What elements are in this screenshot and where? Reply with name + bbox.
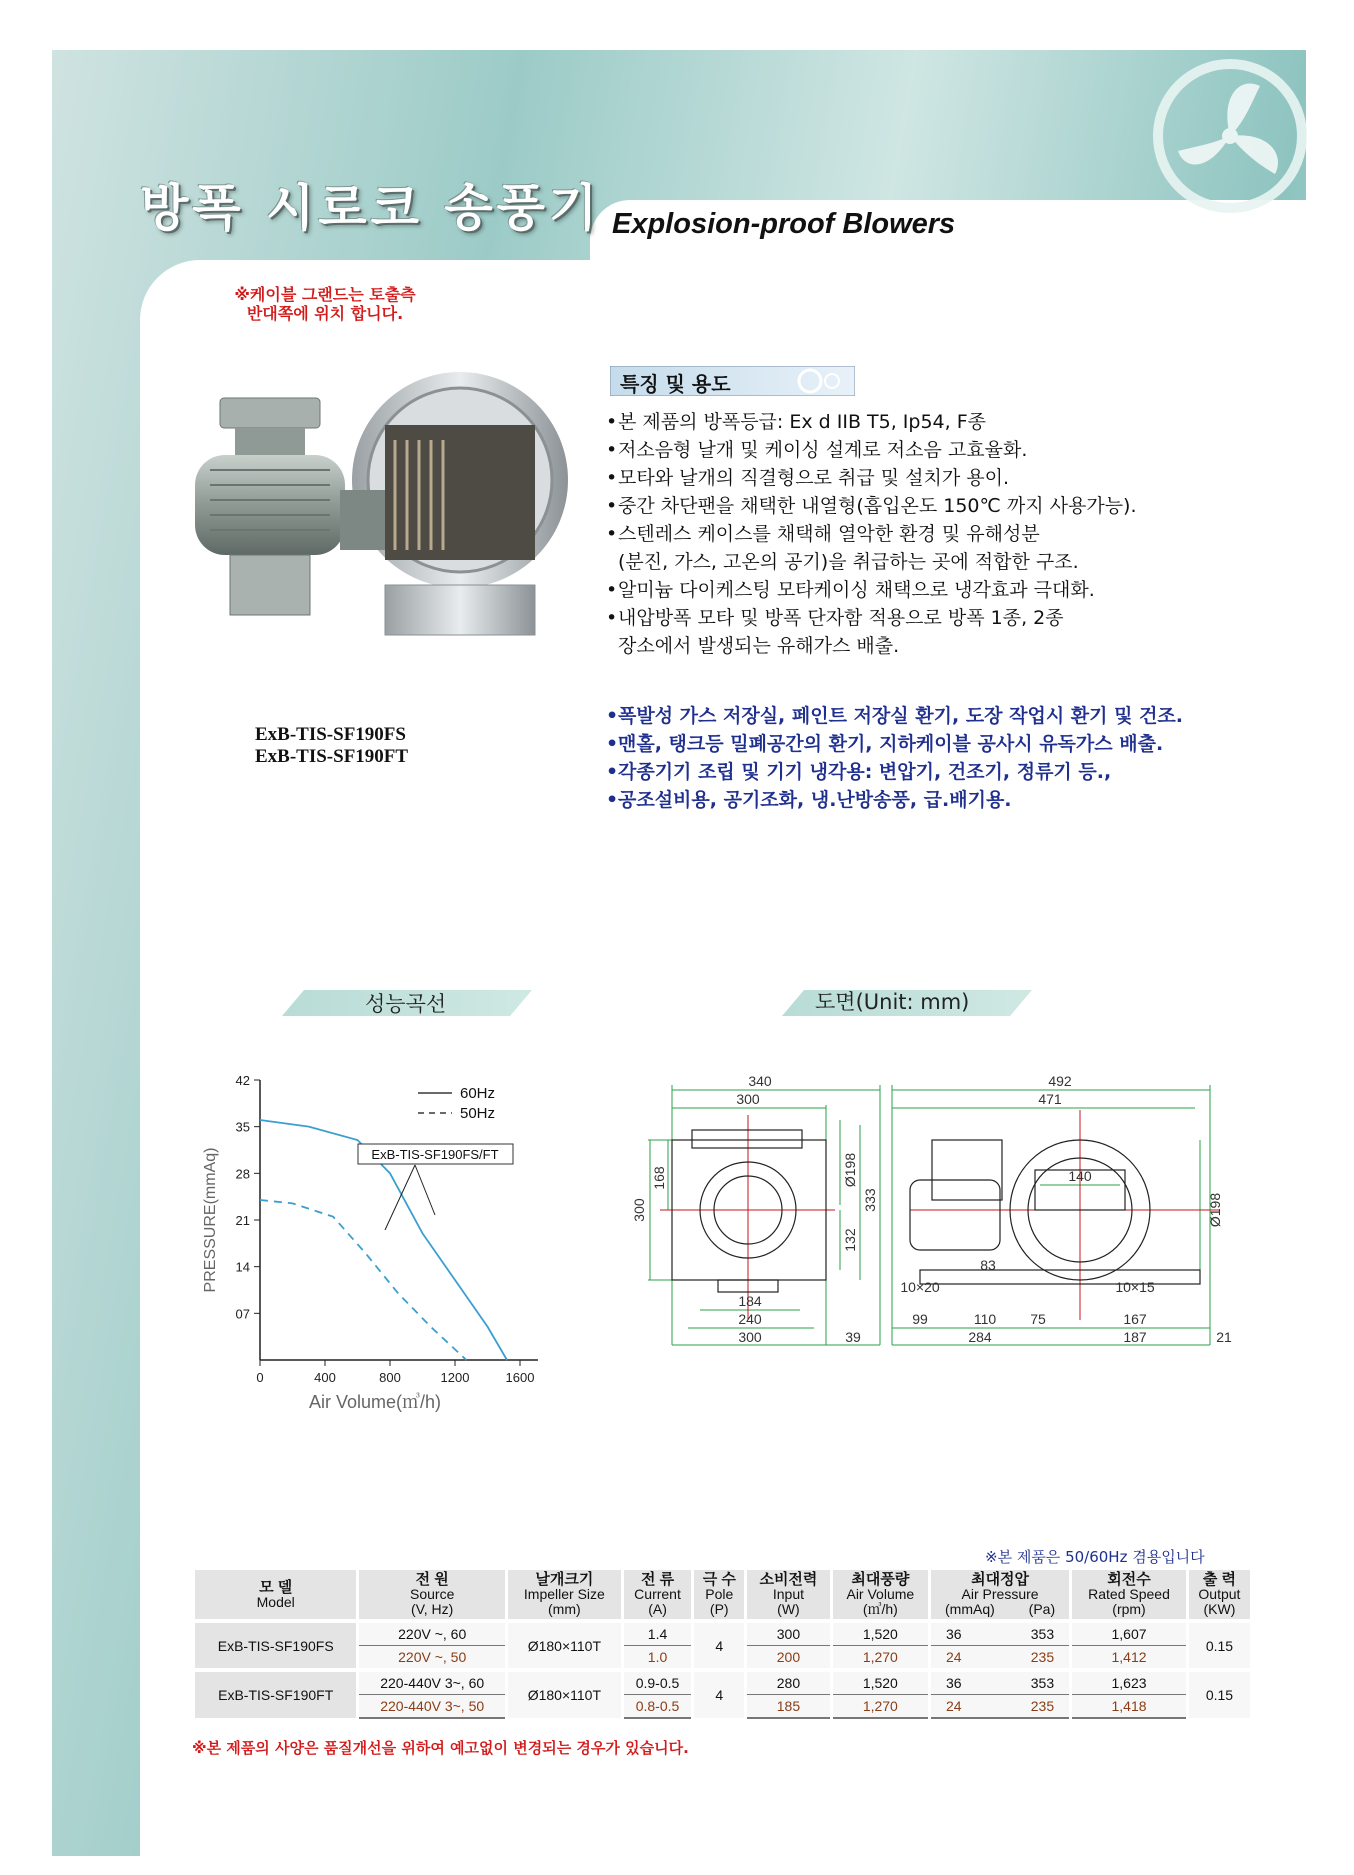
cell-pressure: 24 235 (930, 1646, 1071, 1671)
header-input: 소비전력 Input (W) (746, 1570, 832, 1621)
dim-front-168: 168 (651, 1166, 667, 1190)
usage-list (606, 702, 1183, 814)
model-names (255, 724, 408, 768)
header-model: 모 델 Model (194, 1570, 358, 1621)
cell-source: 220-440V 3~, 50 (358, 1695, 507, 1719)
cell-pressure: 36 353 (930, 1670, 1071, 1695)
feature-item: • 모타와 날개의 직결형으로 취급 및 설치가 용이. (606, 464, 1137, 492)
dim-side-284: 284 (968, 1329, 992, 1345)
disclaimer-note: ※본 제품의 사양은 품질개선을 위하여 예고없이 변경되는 경우가 있습니다. (192, 1739, 689, 1757)
header-volume: 최대풍량 Air Volume (㎥/h) (831, 1570, 929, 1621)
dim-front-300-top: 300 (736, 1091, 760, 1107)
usage-item: • 맨홀, 탱크등 밀폐공간의 환기, 지하케이블 공사시 유독가스 배출. (606, 730, 1183, 758)
cell-input: 185 (746, 1695, 832, 1719)
dim-front-132: 132 (842, 1228, 858, 1252)
cell-rpm: 1,412 (1071, 1646, 1188, 1671)
cell-input: 280 (746, 1670, 832, 1695)
cell-source: 220V ~, 60 (358, 1621, 507, 1646)
table-row (194, 1670, 1251, 1695)
usage-item: • 각종기기 조립 및 기기 냉각용: 변압기, 건조기, 정류기 등., (606, 758, 1183, 786)
cell-input: 300 (746, 1621, 832, 1646)
cell-current: 0.9-0.5 (622, 1670, 693, 1695)
model-name-ft: ExB-TIS-SF190FT (255, 746, 409, 767)
header-source: 전 원 Source (V, Hz) (358, 1570, 507, 1621)
page-title-english: Explosion-proof Blowers (612, 208, 956, 240)
cell-pole: 4 (693, 1621, 746, 1670)
cell-model: ExB-TIS-SF190FS (194, 1621, 358, 1670)
performance-chart (190, 1070, 560, 1420)
dim-front-240: 240 (738, 1311, 762, 1327)
x-tick-label: 800 (379, 1370, 401, 1385)
dim-side-10x15: 10×15 (1115, 1279, 1155, 1295)
cell-source: 220V ~, 50 (358, 1646, 507, 1671)
x-tick-label: 1600 (505, 1370, 535, 1385)
header-output: 출 력 Output (KW) (1187, 1570, 1250, 1621)
dim-front-300-bottom: 300 (738, 1329, 762, 1345)
cell-volume: 1,520 (831, 1670, 929, 1695)
cell-impeller: Ø180×110T (507, 1621, 623, 1670)
cell-current: 1.4 (622, 1621, 693, 1646)
dimension-drawing (620, 1070, 1240, 1390)
legend-label: 50Hz (460, 1105, 496, 1122)
header-pressure: 최대정압 Air Pressure (mmAq) (Pa) (930, 1570, 1071, 1621)
feature-list (606, 408, 1137, 660)
cell-volume: 1,270 (831, 1695, 929, 1719)
x-tick-label: 1200 (440, 1370, 470, 1385)
cell-current: 0.8-0.5 (622, 1695, 693, 1719)
feature-item: • 본 제품의 방폭등급: Ex d IIB T5, Ip54, F종 (606, 408, 1137, 436)
cell-input: 200 (746, 1646, 832, 1671)
spec-table-header (194, 1570, 1251, 1621)
feature-item: • 내압방폭 모타 및 방폭 단자함 적용으로 방폭 1종, 2종 (606, 604, 1137, 632)
y-tick-label: 42 (235, 1073, 250, 1088)
curve-section-label: 성능곡선 (365, 992, 447, 1016)
fan-logo-icon (1150, 56, 1310, 216)
cell-output: 0.15 (1187, 1621, 1250, 1670)
cell-impeller: Ø180×110T (507, 1670, 623, 1718)
cell-output: 0.15 (1187, 1670, 1250, 1718)
dim-front-340: 340 (748, 1073, 772, 1089)
dim-side-198: Ø198 (1207, 1192, 1223, 1228)
chart-annotation: ExB-TIS-SF190FS/FT (371, 1147, 499, 1162)
feature-item-continued: 장소에서 발생되는 유해가스 배출. (618, 635, 900, 657)
annotation-leader-1 (385, 1165, 415, 1230)
dim-side-83: 83 (980, 1257, 996, 1273)
dim-side-110: 110 (973, 1311, 997, 1327)
y-tick-label: 28 (235, 1166, 250, 1182)
dim-side-21: 21 (1216, 1329, 1232, 1345)
header-speed: 회전수 Rated Speed (rpm) (1071, 1570, 1188, 1621)
cell-volume: 1,520 (831, 1621, 929, 1646)
x-tick-label: 400 (314, 1370, 336, 1385)
dim-front-333: 333 (862, 1188, 878, 1212)
cable-note-line2: 반대쪽에 위치 합니다. (246, 304, 404, 323)
cell-rpm: 1,418 (1071, 1695, 1188, 1719)
y-tick-label: 21 (235, 1213, 250, 1228)
dim-front-300-left: 300 (631, 1198, 647, 1222)
cell-current: 1.0 (622, 1646, 693, 1671)
cell-pressure: 24 235 (930, 1695, 1071, 1719)
chart-y-label: PRESSURE(mmAq) (202, 1147, 219, 1293)
cell-rpm: 1,607 (1071, 1621, 1188, 1646)
dim-side-492: 492 (1048, 1073, 1072, 1089)
dim-front-39: 39 (845, 1329, 861, 1345)
feature-item-continued: (분진, 가스, 고온의 공기)을 취급하는 곳에 적합한 구조. (618, 551, 1079, 573)
dim-side-471: 471 (1038, 1091, 1062, 1107)
dim-side-10x20: 10×20 (900, 1279, 940, 1295)
feature-item: • 저소음형 날개 및 케이싱 설계로 저소음 고효율화. (606, 436, 1137, 464)
header-impeller: 날개크기 Impeller Size (mm) (507, 1570, 623, 1621)
dim-front-198: Ø198 (842, 1152, 858, 1188)
features-heading: 특징 및 용도 (620, 372, 731, 396)
spec-table (192, 1570, 1250, 1719)
product-photo (190, 370, 570, 640)
page-title-korean: 방폭 시로코 송풍기 (140, 179, 602, 237)
dim-front-184: 184 (738, 1293, 762, 1309)
model-name-fs: ExB-TIS-SF190FS (255, 724, 406, 745)
dim-side-140: 140 (1068, 1168, 1092, 1184)
dim-side-167: 167 (1123, 1311, 1147, 1327)
x-tick-label: 0 (256, 1370, 264, 1385)
feature-item: • 알미늄 다이케스팅 모타케이싱 채택으로 냉각효과 극대화. (606, 576, 1137, 604)
usage-item: • 공조설비용, 공기조화, 냉.난방송풍, 급.배기용. (606, 786, 1183, 814)
drawing-section-label: 도면(Unit: mm) (815, 990, 970, 1014)
y-tick-label: 35 (235, 1119, 250, 1135)
y-tick-label: 07 (235, 1306, 250, 1322)
series-line-50Hz (260, 1200, 466, 1360)
dim-side-99: 99 (912, 1311, 928, 1327)
usage-item: • 폭발성 가스 저장실, 페인트 저장실 환기, 도장 작업시 환기 및 건조. (606, 702, 1183, 730)
cable-gland-note (195, 285, 455, 323)
legend-label: 60Hz (460, 1085, 496, 1102)
header-pole: 극 수 Pole (P) (693, 1570, 746, 1621)
cell-rpm: 1,623 (1071, 1670, 1188, 1695)
annotation-leader-2 (415, 1165, 435, 1215)
y-tick-label: 14 (235, 1259, 250, 1275)
cable-note-line1: ※케이블 그랜드는 토출측 (234, 285, 416, 304)
cell-pole: 4 (693, 1670, 746, 1718)
cell-volume: 1,270 (831, 1646, 929, 1671)
table-row (194, 1621, 1251, 1646)
cell-pressure: 36 353 (930, 1621, 1071, 1646)
feature-item: • 스텐레스 케이스를 채택해 열악한 환경 및 유해성분 (606, 520, 1137, 548)
header-current: 전 류 Current (A) (622, 1570, 693, 1621)
cell-source: 220-440V 3~, 60 (358, 1670, 507, 1695)
dim-side-187: 187 (1123, 1329, 1147, 1345)
dim-side-75: 75 (1030, 1311, 1046, 1327)
chart-x-label: Air Volume(㎥/h) (308, 1392, 442, 1412)
spec-note: ※본 제품은 50/60Hz 겸용입니다 (985, 1548, 1205, 1566)
feature-item: • 중간 차단팬을 채택한 내열형(흡입온도 150℃ 까지 사용가능). (606, 492, 1137, 520)
cell-model: ExB-TIS-SF190FT (194, 1670, 358, 1718)
